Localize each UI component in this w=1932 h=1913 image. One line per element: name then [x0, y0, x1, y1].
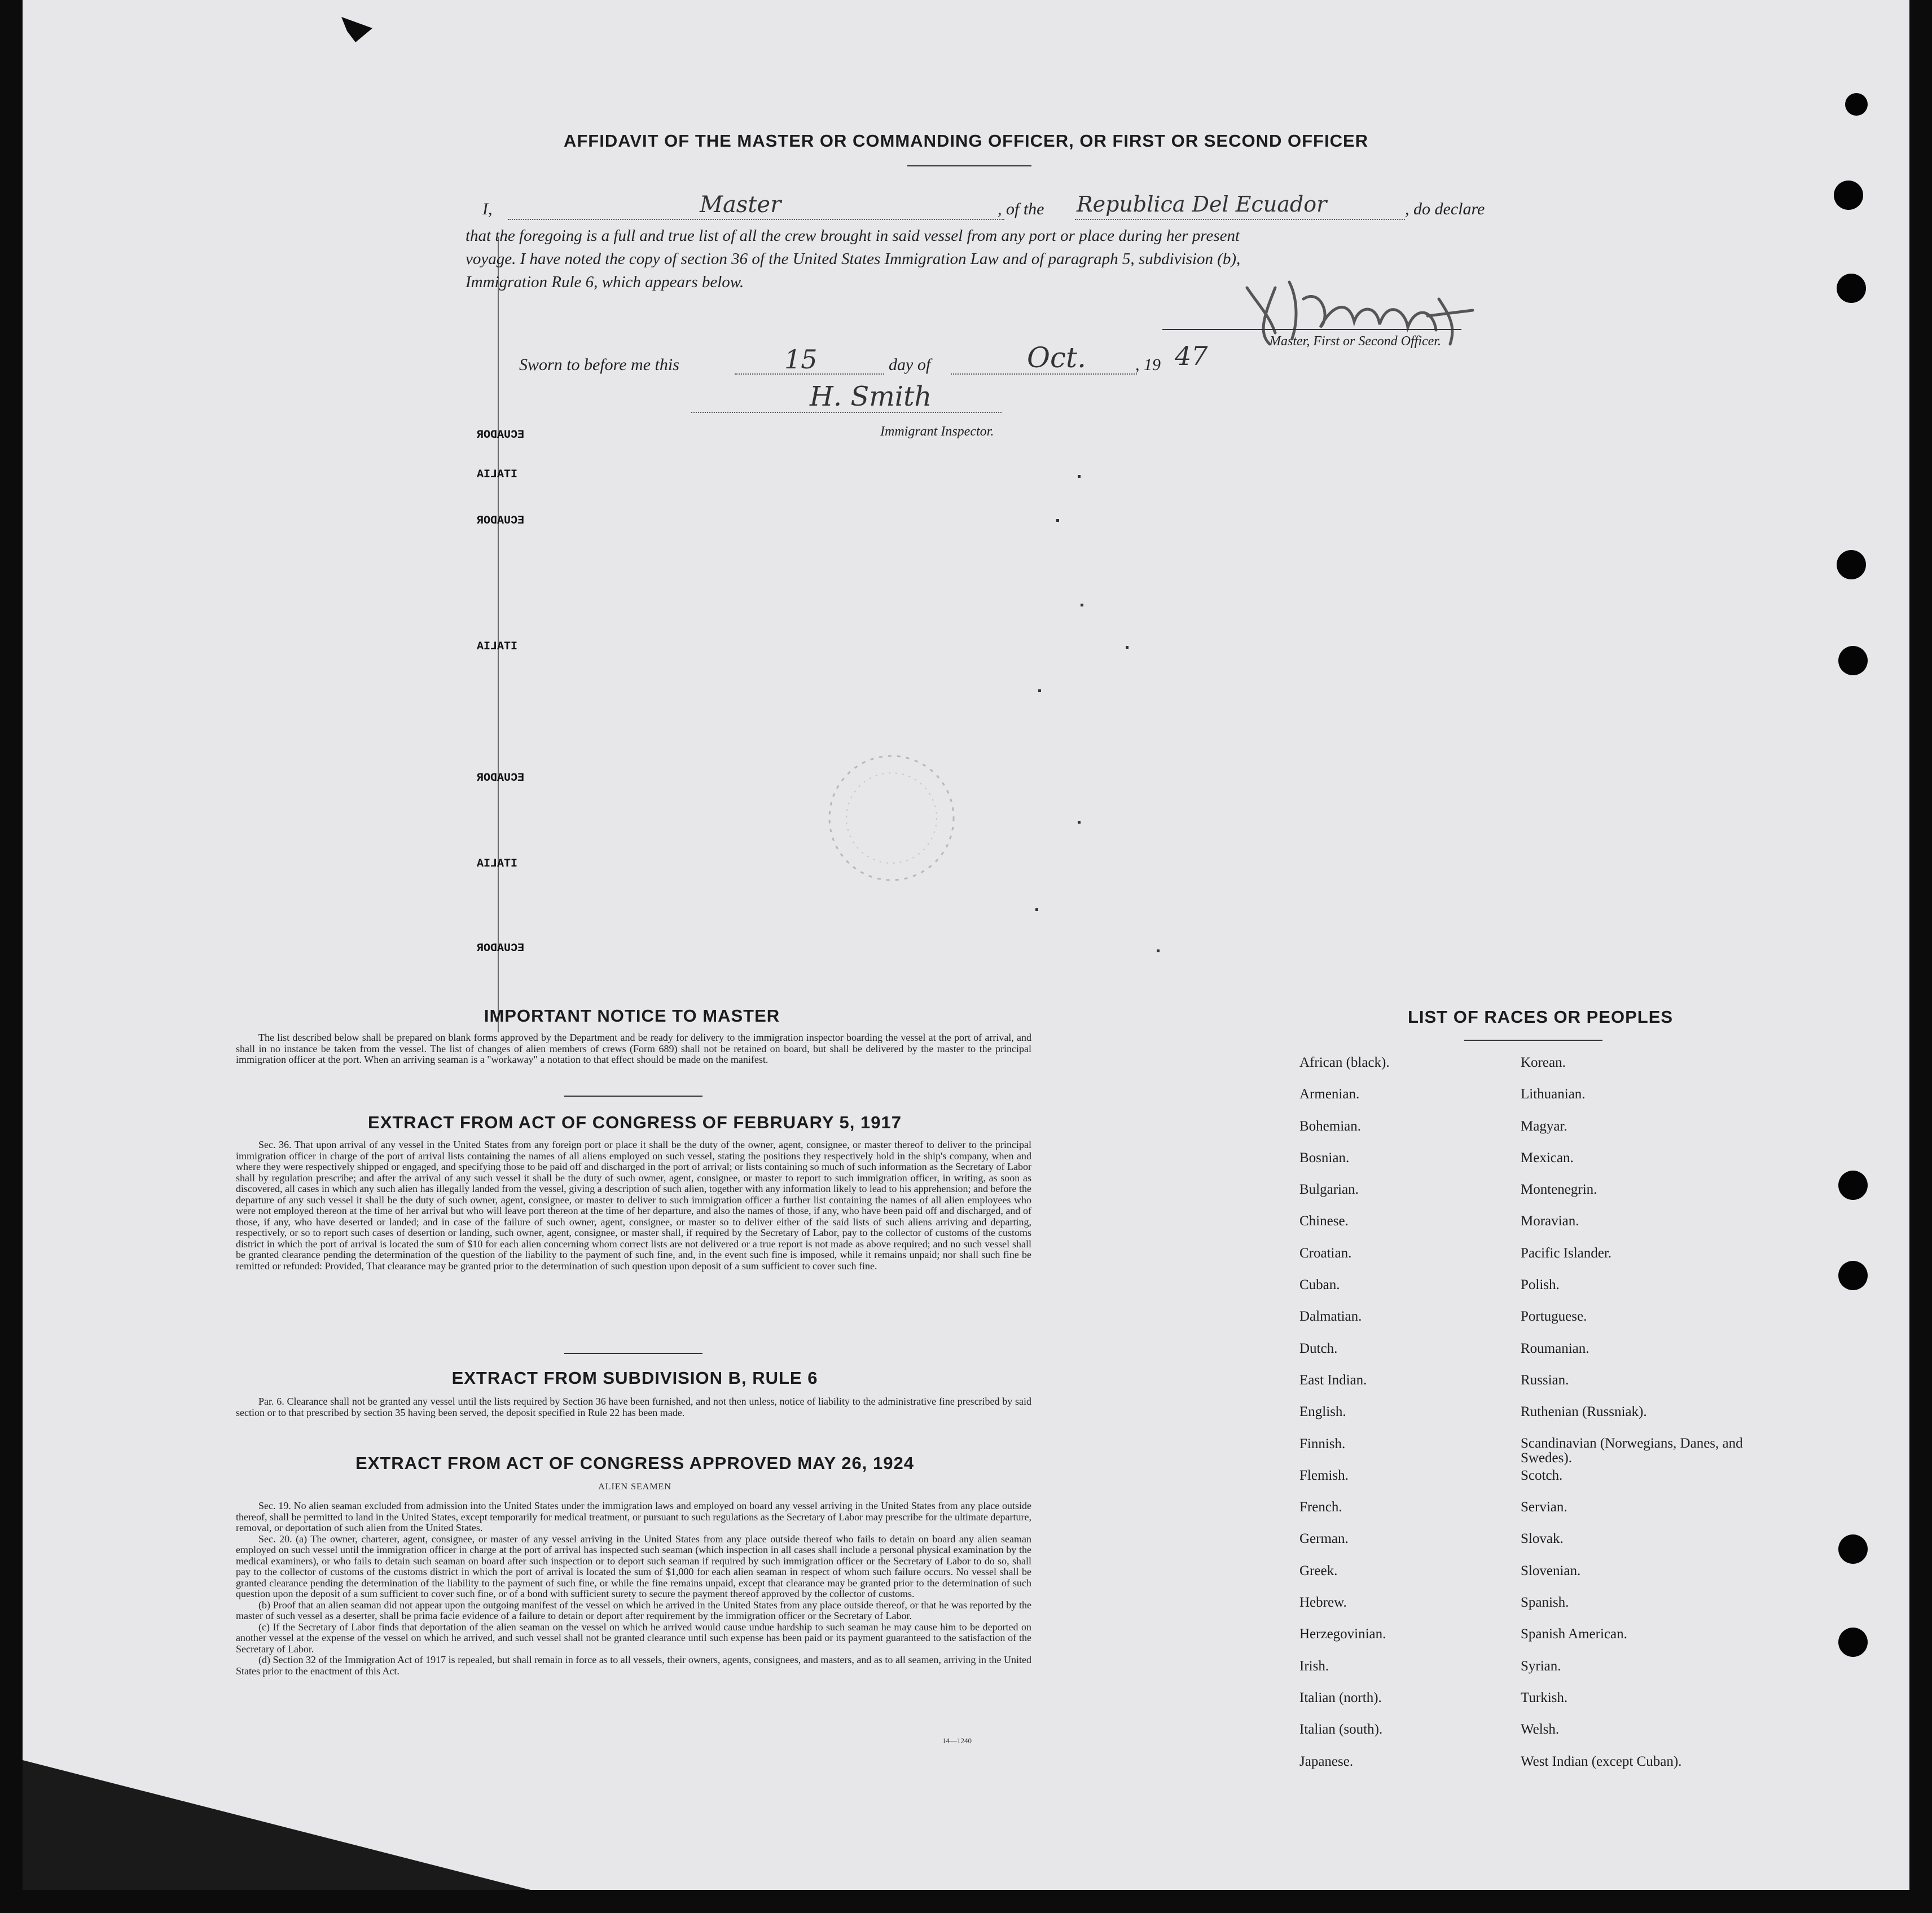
sec20a-text: Sec. 20. (a) The owner, charterer, agent, consignee, or master of any vessel arriving in the United States from any place outside thereof who fails to detain on board any alien seaman employed on such vessel until the immigration officer in charge at the port of arrival has inspected such seaman (which inspection in all cases shall include a personal physical examination by the medical examiners), or who fails to detain such seaman on board after such inspection or to deport such seaman if required by such immigration officer or the Secretary of Labor to do so, shall pay to the collector of customs of the customs district in which the port of arrival is located the sum of $1,000 for each alien seaman in respect of whom such failure occurs. No vessel shall be granted clearance pending the determination of the liability to the payment of such fine, or while the fine remains unpaid, except that clearance may be granted prior to the determination of such question upon the deposit of a sum sufficient to cover such fine, or of a bond with sufficient surety to secure the payment thereof approved by the collector of customs. [236, 1533, 1031, 1599]
punch-hole [1834, 181, 1863, 210]
race-item: Slovenian. [1521, 1563, 1581, 1578]
race-item: West Indian (except Cuban). [1521, 1753, 1682, 1769]
race-item: Chinese. [1299, 1213, 1349, 1229]
race-item: Flemish. [1299, 1467, 1349, 1483]
sworn-day-value: 15 [784, 344, 818, 375]
race-item: Roumanian. [1521, 1340, 1589, 1356]
do-declare-label: , do declare [1405, 200, 1485, 218]
race-item: Irish. [1299, 1658, 1329, 1674]
race-item: Magyar. [1521, 1118, 1567, 1134]
race-item: Dutch. [1299, 1340, 1338, 1356]
vessel-name-value: Republica Del Ecuador [1077, 192, 1327, 217]
race-item: Lithuanian. [1521, 1087, 1586, 1102]
punch-hole [1838, 646, 1868, 675]
sec19-text: Sec. 19. No alien seaman excluded from admission into the United States under the immigration laws and employed on board any vessel arriving in the United States from any place outside thereof, shall be permitted to land in the United States, except temporarily for medical treatment, or pursuant to such regulations as the Secretary of Labor may prescribe for the ultimate departure, removal, or deportation of such alien from the United States. [236, 1500, 1031, 1533]
race-item: Ruthenian (Russniak). [1521, 1404, 1647, 1420]
race-item: Turkish. [1521, 1690, 1568, 1705]
inspector-caption: Immigrant Inspector. [880, 424, 994, 439]
affidavit-title: AFFIDAVIT OF THE MASTER OR COMMANDING OFFICER, OR FIRST OR SECOND OFFICER [563, 131, 1369, 151]
statement-line-1: that the foregoing is a full and true list of all the crew brought in said vessel from any port or place during her present [466, 227, 1240, 245]
sec20d-text: (d) Section 32 of the Immigration Act of 1917 is repealed, but shall remain in force as to all vessels, their owners, agents, consignees, and masters, and as to all seamen, arriving in the United States prior to the enactment of this Act. [236, 1654, 1031, 1677]
race-item: East Indian. [1299, 1372, 1367, 1388]
race-item: Russian. [1521, 1372, 1569, 1388]
year-prefix: , 19 [1135, 355, 1161, 374]
inspector-signature: H. Smith [810, 381, 932, 412]
race-item: French. [1299, 1499, 1342, 1515]
notice-title: IMPORTANT NOTICE TO MASTER [484, 1006, 780, 1026]
races-title: LIST OF RACES OR PEOPLES [1407, 1007, 1674, 1027]
races-left-column [1299, 1055, 1390, 1786]
races-right-column [1521, 1055, 1746, 1786]
race-item: Bosnian. [1299, 1150, 1350, 1166]
race-item: Bulgarian. [1299, 1182, 1359, 1198]
sworn-month-value: Oct. [1027, 341, 1086, 374]
punch-hole [1838, 1534, 1868, 1564]
extract1917-divider [564, 1353, 702, 1354]
notice-text: The list described below shall be prepared on blank forms approved by the Department and be ready for delivery to the immigration inspector boarding the vessel at the port of arrival, and shall in no instance be taken from the vessel. The list of changes of alien members of crews (Form 689) shall not be retained on board, but shall be delivered by the master to the principal immigration officer at the port. When an arriving seaman is a "workaway" a notation to that effect should be made on the manifest. [236, 1032, 1031, 1065]
extract1917-title: EXTRACT FROM ACT OF CONGRESS OF FEBRUARY 5, 1917 [368, 1112, 902, 1132]
typed-entry: ECUADOR [477, 429, 525, 442]
race-item: Italian (south). [1299, 1722, 1383, 1738]
rule6-title: EXTRACT FROM SUBDIVISION B, RULE 6 [451, 1368, 818, 1388]
faded-stamp [801, 733, 993, 903]
margin-rule [498, 237, 499, 1032]
race-item: African (black). [1299, 1055, 1390, 1070]
race-item: English. [1299, 1404, 1346, 1420]
typed-entry: ECUADOR [477, 514, 525, 527]
punch-hole [1838, 1171, 1868, 1200]
master-signature-line [1162, 329, 1461, 330]
of-the-label: , of the [998, 200, 1044, 218]
typed-entry: ITALIA [477, 468, 518, 481]
rule6-text: Par. 6. Clearance shall not be granted any vessel until the lists required by Section 36 have been furnished, and not then unless, notice of liability to the administrative fine prescribed by said section or to that prescribed by section 35 having been served, the deposit specified in Rule 22 has been made. [236, 1396, 1031, 1418]
punch-hole [1837, 274, 1866, 303]
race-item: Spanish American. [1521, 1626, 1627, 1642]
sec20b-text: (b) Proof that an alien seaman did not appear upon the outgoing manifest of the vessel on which he arrived in the United States from any place outside thereof, or that he was reported by the master of such vessel as a deserter, shall be prima facie evidence of a failure to detain or deport after requirement by the immigration officer or the Secretary of Labor. [236, 1599, 1031, 1621]
master-name-value: Master [700, 192, 781, 218]
race-item: Moravian. [1521, 1213, 1579, 1229]
title-underline [907, 165, 1031, 166]
document-page [23, 0, 1909, 1890]
race-item: Scotch. [1521, 1467, 1563, 1483]
typed-entry: ITALIA [477, 640, 518, 653]
race-item: Korean. [1521, 1055, 1566, 1070]
race-item: Dalmatian. [1299, 1309, 1362, 1325]
form-number: 14—1240 [942, 1736, 972, 1745]
extract1924-body [236, 1501, 1031, 1677]
race-item: Syrian. [1521, 1658, 1561, 1674]
sworn-label: Sworn to before me this [519, 355, 679, 374]
race-item: Pacific Islander. [1521, 1245, 1612, 1261]
typed-entry: ECUADOR [477, 942, 525, 955]
race-item: Herzegovinian. [1299, 1626, 1386, 1642]
declare-i: I, [482, 200, 493, 218]
race-item: Welsh. [1521, 1722, 1560, 1738]
year-suffix-value: 47 [1175, 341, 1208, 371]
race-item: German. [1299, 1531, 1349, 1547]
extract1917-text: Sec. 36. That upon arrival of any vessel in the United States from any foreign port or place it shall be the duty of the owner, agent, consignee, or master thereof to deliver to the principal immigration officer in charge of the port of arrival lists containing the names of all aliens employed on such vessel, stating the positions they respectively hold in the ship's company, when and where they were respectively shipped or engaged, and specifying those to be paid off and discharged in the port of arrival; or lists containing so much of such information as the Secretary of Labor shall by regulation prescribe; and after the arrival of any such vessel it shall be the duty of such owner, agent, consignee, or master to report to such immigration officer, in writing, as soon as discovered, all cases in which any such alien has illegally landed from the vessel, giving a description of such alien, together with any information likely to lead to his apprehension; and before the departure of any such vessel it shall be the duty of such owner, agent, consignee, or master to deliver to such immigration officer a further list containing the names of all alien employees who were not employed thereon at the time of her arrival but who will leave port thereon at the time of her departure, and also the names of those, if any, who have been paid off and discharged, and of those, if any, who have deserted or landed; and in case of the failure of such owner, agent, consignee, or master so to deliver either of the said lists of such aliens arriving and departing, respectively, or so to report such cases of desertion or landing, such owner, agent, consignee, or master shall, if required by the Secretary of Labor, pay to the collector of customs of the customs district in which the port of arrival is located the sum of $10 for each alien concerning whom correct lists are not delivered or a true report is not made as above required; and no such vessel shall be granted clearance pending the determination of the question of the liability to the payment of such fine, and, in the event such fine is imposed, while it remains unpaid; nor shall such fine be remitted or refunded: Provided, That clearance may be granted prior to the determination of such question upon deposit of a sum sufficient to cover such fine. [236, 1139, 1031, 1272]
punch-hole [1845, 93, 1868, 116]
race-item: Polish. [1521, 1277, 1560, 1293]
race-item: Hebrew. [1299, 1595, 1347, 1611]
sec20c-text: (c) If the Secretary of Labor finds that deportation of the alien seaman on the vessel on which he arrived would cause undue hardship to such seaman he may cause him to be deported on another vessel at the expense of the vessel on which he arrived, and such vessel shall not be granted clearance until such expense has been paid or its payment guaranteed to the satisfaction of the Secretary of Labor. [236, 1621, 1031, 1655]
race-item: Portuguese. [1521, 1309, 1587, 1325]
page-fold-shadow [23, 1738, 530, 1890]
notice-divider [564, 1096, 702, 1097]
statement-line-2: voyage. I have noted the copy of section 36 of the United States Immigration Law and of paragraph 5, subdivision (b), [466, 250, 1241, 268]
master-name-blank [508, 219, 1004, 220]
race-item: Spanish. [1521, 1595, 1569, 1611]
races-divider [1464, 1040, 1602, 1041]
race-item: Italian (north). [1299, 1690, 1382, 1705]
typed-entry: ECUADOR [477, 772, 525, 785]
extract1924-title: EXTRACT FROM ACT OF CONGRESS APPROVED MAY 26, 1924 [355, 1453, 914, 1473]
extract1924-subtitle: ALIEN SEAMEN [598, 1482, 671, 1492]
race-item: Finnish. [1299, 1436, 1346, 1452]
master-signature-caption: Master, First or Second Officer. [1270, 334, 1441, 349]
race-item: Cuban. [1299, 1277, 1340, 1293]
day-of-label: day of [889, 355, 931, 374]
race-item: Croatian. [1299, 1245, 1352, 1261]
race-item: Montenegrin. [1521, 1182, 1597, 1198]
typed-entry: ITALIA [477, 857, 518, 870]
race-item: Armenian. [1299, 1087, 1360, 1102]
punch-hole [1838, 1628, 1868, 1657]
race-item: Japanese. [1299, 1753, 1354, 1769]
race-item: Bohemian. [1299, 1118, 1362, 1134]
race-item: Servian. [1521, 1499, 1567, 1515]
corner-tear [341, 17, 375, 45]
punch-hole [1837, 550, 1866, 579]
race-item: Scandinavian (Norwegians, Danes, and Swedes). [1521, 1435, 1743, 1466]
race-item: Mexican. [1521, 1150, 1574, 1166]
race-item: Slovak. [1521, 1531, 1564, 1547]
vessel-name-blank [1075, 219, 1405, 220]
statement-line-3: Immigration Rule 6, which appears below. [466, 273, 744, 291]
punch-hole [1838, 1261, 1868, 1290]
race-item: Greek. [1299, 1563, 1338, 1578]
